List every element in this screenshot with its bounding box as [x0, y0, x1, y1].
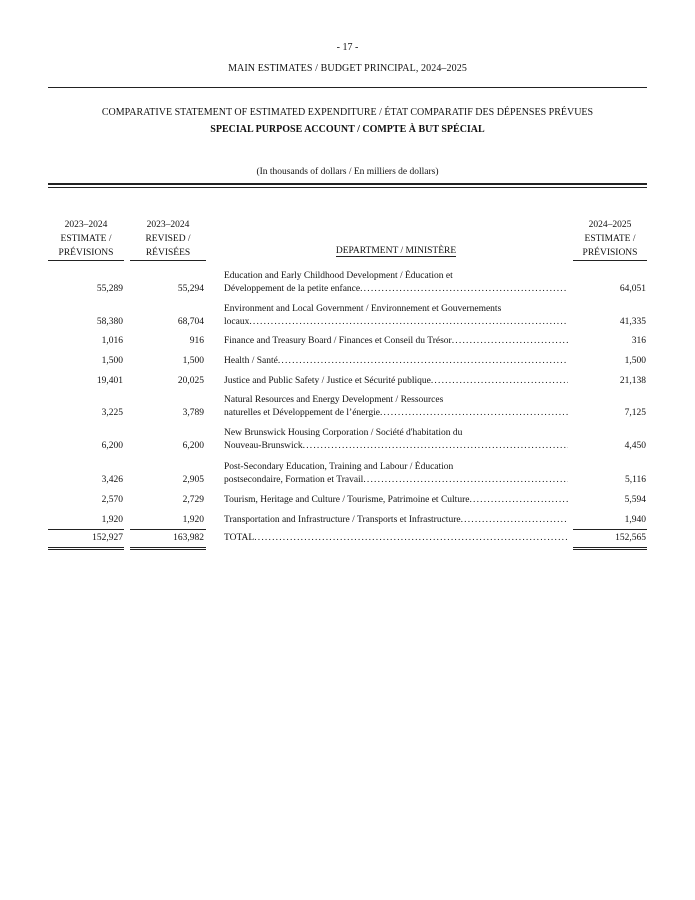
dot-leader	[431, 375, 568, 388]
department-name-line	[224, 335, 568, 348]
column-header-label: REVISED /	[145, 234, 191, 244]
department-name-line	[224, 407, 568, 420]
table-row	[0, 513, 695, 527]
revised-2023-2024-cell: 55,294	[177, 284, 204, 294]
column-header-year: 2023–2024	[64, 220, 108, 230]
table-top-rule	[48, 183, 647, 188]
statement-title: COMPARATIVE STATEMENT OF ESTIMATED EXPENDITURE / ÉTAT COMPARATIF DES DÉPENSES PRÉVUES	[101, 107, 594, 118]
department-name: postsecondaire, Formation et Travail	[224, 475, 364, 485]
revised-2023-2024-cell: 20,025	[177, 376, 204, 386]
total-estimate-2024-2025: 152,565	[615, 533, 646, 543]
estimate-2023-2024-cell: 6,200	[101, 441, 123, 451]
dot-leader	[249, 316, 568, 329]
estimate-2024-2025-cell: 4,450	[624, 441, 646, 451]
department-cell	[224, 494, 568, 507]
column-header-label-fr: PRÉVISIONS	[48, 246, 124, 261]
department-cell	[224, 394, 568, 420]
department-name: Transportation and Infrastructure / Transports et Infrastructure	[224, 515, 461, 525]
department-name-line	[224, 474, 568, 487]
estimate-2023-2024-cell: 2,570	[101, 495, 123, 505]
estimate-2023-2024-cell: 1,016	[101, 336, 123, 346]
department-name: Finance and Treasury Board / Finances et Conseil du Trésor	[224, 336, 452, 346]
dot-leader	[380, 407, 568, 420]
revised-2023-2024-cell: 6,200	[182, 441, 204, 451]
estimate-2024-2025-cell: 21,138	[619, 376, 646, 386]
department-cell	[224, 303, 568, 329]
estimate-2023-2024-cell: 1,920	[101, 515, 123, 525]
department-cell	[224, 461, 568, 487]
department-name-line: Education and Early Childhood Development / Éducation et	[224, 271, 453, 281]
column-header-label: ESTIMATE /	[584, 234, 636, 244]
revised-2023-2024-cell: 1,920	[182, 515, 204, 525]
total-label-cell	[224, 532, 568, 545]
total-double-rule	[573, 547, 647, 550]
account-title: SPECIAL PURPOSE ACCOUNT / COMPTE À BUT SPÉCIAL	[210, 124, 485, 135]
department-cell	[224, 427, 568, 453]
department-name: Justice and Public Safety / Justice et Sécurité publique	[224, 376, 431, 386]
total-revised-2023-2024: 163,982	[173, 533, 204, 543]
dot-leader	[278, 355, 568, 368]
revised-2023-2024-cell: 3,789	[182, 408, 204, 418]
table-row	[0, 299, 695, 329]
subtotal-rule	[130, 529, 206, 530]
department-name: Développement de la petite enfance	[224, 284, 361, 294]
revised-2023-2024-cell: 68,704	[177, 317, 204, 327]
total-double-rule	[130, 547, 206, 550]
running-header: MAIN ESTIMATES / BUDGET PRINCIPAL, 2024–2025	[228, 63, 467, 74]
estimate-2023-2024-cell: 19,401	[96, 376, 123, 386]
column-header-revised-2023-2024	[130, 218, 206, 261]
column-header-label: ESTIMATE /	[60, 234, 112, 244]
department-cell	[224, 270, 568, 296]
estimate-2024-2025-cell: 1,500	[624, 356, 646, 366]
table-row	[0, 390, 695, 420]
estimate-2024-2025-cell: 316	[631, 336, 646, 346]
revised-2023-2024-cell: 916	[189, 336, 204, 346]
column-header-year: 2024–2025	[588, 220, 632, 230]
department-name-line	[224, 440, 568, 453]
department-name-line	[224, 355, 568, 368]
estimate-2023-2024-cell: 1,500	[101, 356, 123, 366]
department-name: Tourism, Heritage and Culture / Tourisme, Patrimoine et Culture	[224, 495, 470, 505]
dot-leader	[461, 514, 568, 527]
table-row	[0, 423, 695, 453]
table-row	[0, 334, 695, 348]
estimate-2024-2025-cell: 5,594	[624, 495, 646, 505]
revised-2023-2024-cell: 2,905	[182, 475, 204, 485]
department-name-line: New Brunswick Housing Corporation / Société d'habitation du	[224, 428, 463, 438]
page-number: - 17 -	[336, 42, 359, 53]
subtotal-rule	[573, 529, 647, 530]
total-estimate-2023-2024: 152,927	[92, 533, 123, 543]
table-row	[0, 457, 695, 487]
estimate-2024-2025-cell: 41,335	[619, 317, 646, 327]
department-name-line: Environment and Local Government / Environnement et Gouvernements	[224, 304, 502, 314]
table-row	[0, 354, 695, 368]
revised-2023-2024-cell: 2,729	[182, 495, 204, 505]
column-header-year: 2023–2024	[146, 220, 190, 230]
estimate-2023-2024-cell: 3,426	[101, 475, 123, 485]
header-rule	[48, 87, 647, 88]
dot-leader	[452, 335, 568, 348]
revised-2023-2024-cell: 1,500	[182, 356, 204, 366]
estimate-2024-2025-cell: 7,125	[624, 408, 646, 418]
column-header-department	[224, 246, 568, 256]
column-header-estimate-2024-2025	[573, 218, 647, 261]
department-cell	[224, 375, 568, 388]
department-cell	[224, 514, 568, 527]
column-header-department-label: DEPARTMENT / MINISTÈRE	[335, 246, 457, 256]
department-name-line	[224, 514, 568, 527]
dot-leader	[363, 474, 568, 487]
dot-leader	[254, 532, 568, 545]
column-header-label-fr: PRÉVISIONS	[573, 246, 647, 261]
department-name-line: Post-Secondary Education, Training and Labour / Éducation	[224, 462, 454, 472]
table-row	[0, 374, 695, 388]
department-name-line	[224, 375, 568, 388]
column-header-estimate-2023-2024	[48, 218, 124, 261]
department-cell	[224, 355, 568, 368]
department-name-line	[224, 494, 568, 507]
units-note: (In thousands of dollars / En milliers de dollars)	[256, 167, 439, 177]
total-double-rule	[48, 547, 124, 550]
department-name: Health / Santé	[224, 356, 278, 366]
department-name: naturelles et Développement de l’énergie	[224, 408, 380, 418]
total-row	[0, 532, 695, 545]
department-name: locaux	[224, 317, 250, 327]
column-header-label-fr: RÉVISÉES	[130, 246, 206, 261]
dot-leader	[469, 494, 568, 507]
estimate-2023-2024-cell: 3,225	[101, 408, 123, 418]
table-row	[0, 266, 695, 296]
estimate-2024-2025-cell: 64,051	[619, 284, 646, 294]
total-label-line	[224, 532, 568, 545]
estimate-2024-2025-cell: 1,940	[624, 515, 646, 525]
estimate-2023-2024-cell: 58,380	[96, 317, 123, 327]
table-row	[0, 493, 695, 507]
department-name-line	[224, 283, 568, 296]
department-cell	[224, 335, 568, 348]
estimate-2023-2024-cell: 55,289	[96, 284, 123, 294]
department-name-line: Natural Resources and Energy Development / Ressources	[224, 395, 444, 405]
department-name-line	[224, 316, 568, 329]
dot-leader	[303, 440, 568, 453]
estimate-2024-2025-cell: 5,116	[624, 475, 646, 485]
department-name: Nouveau-Brunswick	[224, 441, 303, 451]
dot-leader	[360, 283, 568, 296]
total-label: TOTAL	[224, 533, 255, 543]
subtotal-rule	[48, 529, 124, 530]
